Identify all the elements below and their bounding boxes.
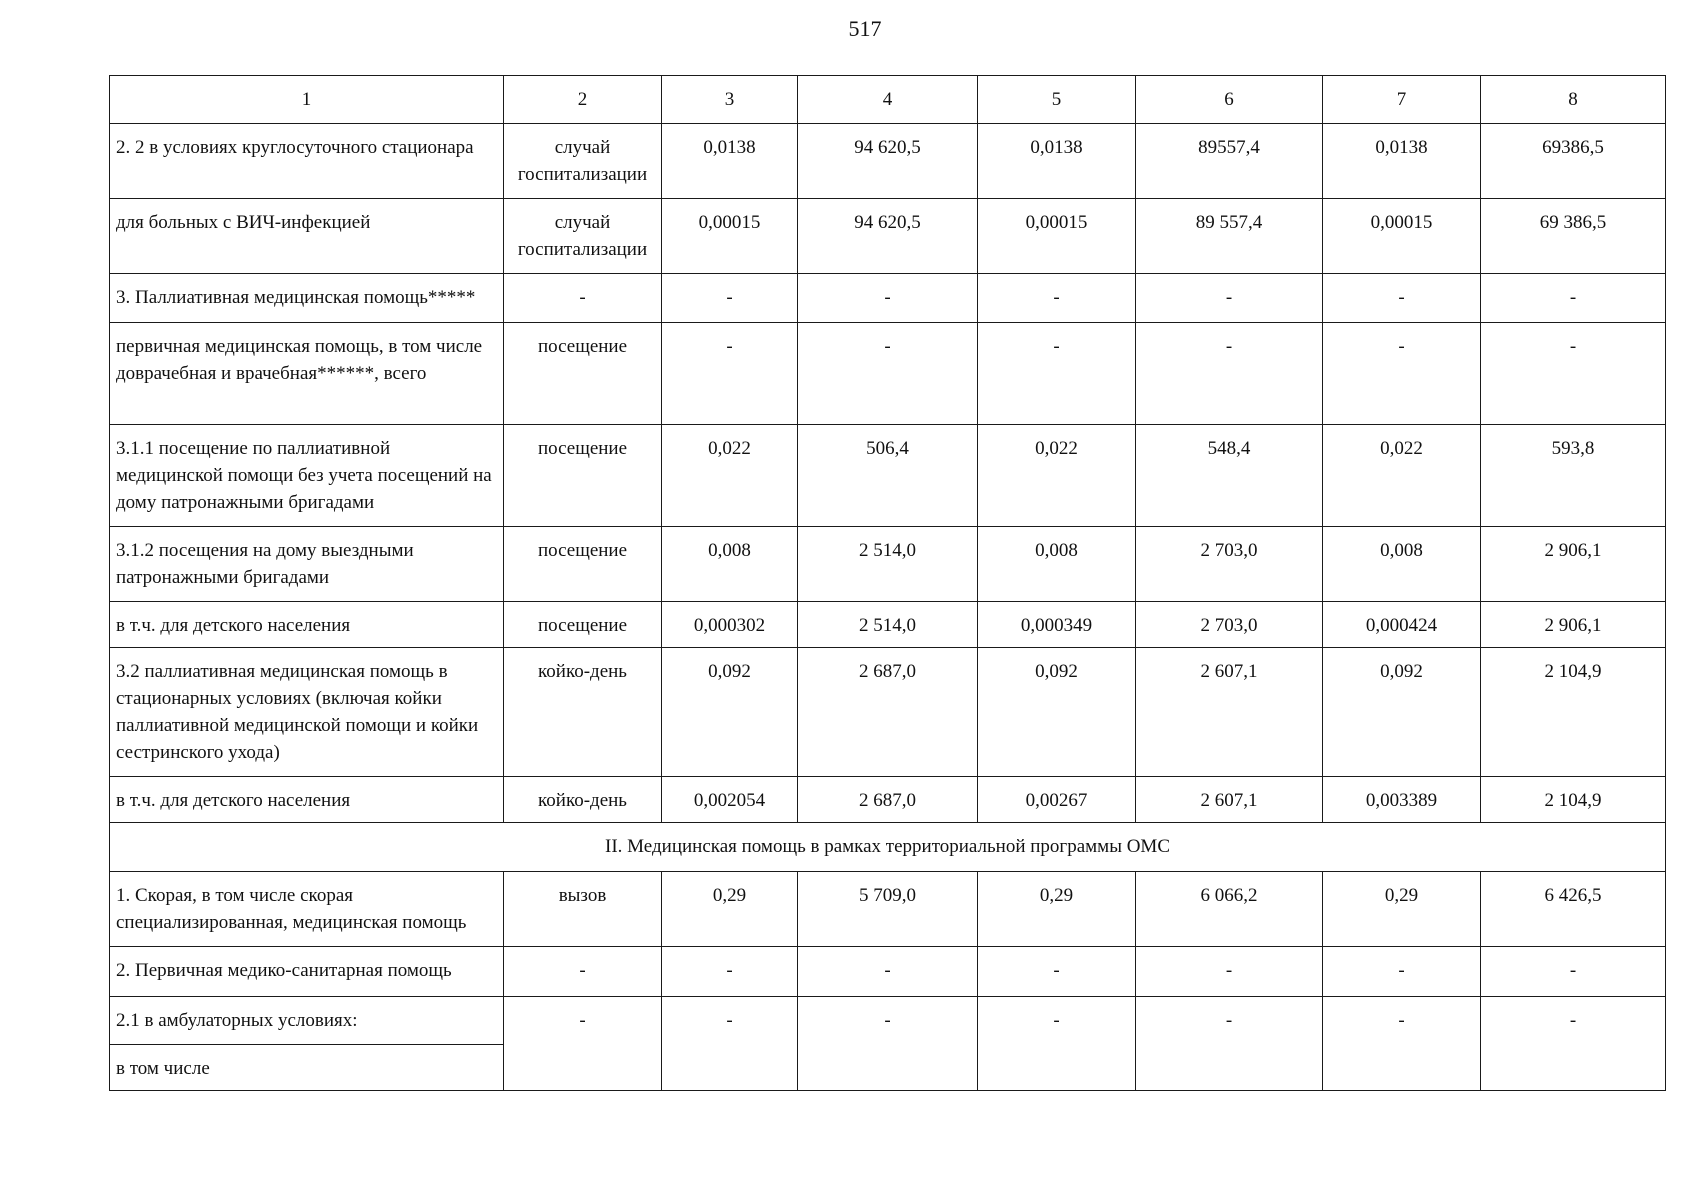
value-cell: -: [798, 947, 978, 997]
value-cell: 2 906,1: [1481, 527, 1666, 602]
value-cell: -: [798, 323, 978, 425]
value-cell: 2 514,0: [798, 527, 978, 602]
table-row: [110, 648, 1666, 777]
value-cell: -: [1136, 274, 1323, 323]
value-cell: 94 620,5: [798, 199, 978, 274]
value-cell: -: [1481, 947, 1666, 997]
table-body: [110, 76, 1666, 1091]
unit-cell: случай госпитализации: [504, 199, 662, 274]
value-cell: -: [798, 274, 978, 323]
value-cell: -: [1323, 997, 1481, 1091]
value-cell: 593,8: [1481, 425, 1666, 527]
value-cell: -: [1136, 947, 1323, 997]
value-cell: -: [1481, 323, 1666, 425]
section-title: II. Медицинская помощь в рамках территориальной программы ОМС: [110, 823, 1666, 872]
value-cell: -: [798, 997, 978, 1091]
header-cell: 1: [110, 76, 504, 124]
value-cell: 0,00267: [978, 777, 1136, 823]
value-cell: -: [1323, 947, 1481, 997]
value-cell: 0,003389: [1323, 777, 1481, 823]
value-cell: 0,092: [1323, 648, 1481, 777]
row-label: 2. Первичная медико-санитарная помощь: [110, 947, 504, 997]
value-cell: 94 620,5: [798, 124, 978, 199]
value-cell: 89 557,4: [1136, 199, 1323, 274]
value-cell: 69386,5: [1481, 124, 1666, 199]
value-cell: 0,00015: [662, 199, 798, 274]
row-label: для больных с ВИЧ-инфекцией: [110, 199, 504, 274]
page-number: 517: [848, 16, 882, 41]
table-row: [110, 124, 1666, 199]
value-cell: 0,00015: [1323, 199, 1481, 274]
header-cell: 6: [1136, 76, 1323, 124]
document-table: [109, 75, 1666, 1091]
value-cell: 0,000349: [978, 602, 1136, 648]
header-cell: 4: [798, 76, 978, 124]
value-cell: 2 514,0: [798, 602, 978, 648]
row-label: в т.ч. для детского населения: [110, 777, 504, 823]
table-row: [110, 425, 1666, 527]
row-label: в т.ч. для детского населения: [110, 602, 504, 648]
unit-cell: вызов: [504, 872, 662, 947]
table-row: [110, 527, 1666, 602]
row-label: 3.1.2 посещения на дому выездными патронажными бригадами: [110, 527, 504, 602]
value-cell: 0,29: [978, 872, 1136, 947]
value-cell: 89557,4: [1136, 124, 1323, 199]
value-cell: 69 386,5: [1481, 199, 1666, 274]
value-cell: 2 607,1: [1136, 648, 1323, 777]
row-label: 3. Паллиативная медицинская помощь*****: [110, 274, 504, 323]
table-row: [110, 997, 1666, 1045]
row-label: в том числе: [110, 1045, 504, 1091]
header-cell: 5: [978, 76, 1136, 124]
value-cell: -: [662, 274, 798, 323]
value-cell: 0,008: [662, 527, 798, 602]
row-label: 2. 2 в условиях круглосуточного стационара: [110, 124, 504, 199]
value-cell: 0,000302: [662, 602, 798, 648]
value-cell: 5 709,0: [798, 872, 978, 947]
value-cell: 0,0138: [1323, 124, 1481, 199]
value-cell: -: [662, 947, 798, 997]
value-cell: 0,000424: [1323, 602, 1481, 648]
table-row: [110, 323, 1666, 425]
value-cell: 0,092: [978, 648, 1136, 777]
value-cell: -: [1323, 323, 1481, 425]
value-cell: 2 703,0: [1136, 602, 1323, 648]
row-label: 1. Скорая, в том числе скорая специализированная, медицинская помощь: [110, 872, 504, 947]
unit-cell: посещение: [504, 602, 662, 648]
table-row: [110, 602, 1666, 648]
section-row: [110, 823, 1666, 872]
table-row: [110, 777, 1666, 823]
value-cell: 2 687,0: [798, 777, 978, 823]
header-row: [110, 76, 1666, 124]
unit-cell: посещение: [504, 323, 662, 425]
header-cell: 7: [1323, 76, 1481, 124]
value-cell: 0,022: [1323, 425, 1481, 527]
value-cell: 2 703,0: [1136, 527, 1323, 602]
value-cell: -: [978, 274, 1136, 323]
value-cell: 0,008: [1323, 527, 1481, 602]
unit-cell: -: [504, 274, 662, 323]
row-label: 3.1.1 посещение по паллиативной медицинской помощи без учета посещений на дому патронажными бригадами: [110, 425, 504, 527]
value-cell: -: [1323, 274, 1481, 323]
value-cell: -: [662, 997, 798, 1091]
value-cell: 506,4: [798, 425, 978, 527]
value-cell: 2 906,1: [1481, 602, 1666, 648]
value-cell: -: [1481, 997, 1666, 1091]
value-cell: 0,29: [662, 872, 798, 947]
value-cell: -: [978, 997, 1136, 1091]
row-label: 3.2 паллиативная медицинская помощь в стационарных условиях (включая койки паллиативной медицинской помощи и койки сестринского ухода): [110, 648, 504, 777]
unit-cell: -: [504, 997, 662, 1091]
unit-cell: -: [504, 947, 662, 997]
row-label: 2.1 в амбулаторных условиях:: [110, 997, 504, 1045]
header-cell: 3: [662, 76, 798, 124]
value-cell: -: [1481, 274, 1666, 323]
table-row: [110, 274, 1666, 323]
value-cell: 0,022: [662, 425, 798, 527]
value-cell: 6 426,5: [1481, 872, 1666, 947]
value-cell: 6 066,2: [1136, 872, 1323, 947]
value-cell: 0,002054: [662, 777, 798, 823]
value-cell: -: [1136, 323, 1323, 425]
unit-cell: посещение: [504, 527, 662, 602]
value-cell: -: [1136, 997, 1323, 1091]
value-cell: 0,29: [1323, 872, 1481, 947]
value-cell: 0,00015: [978, 199, 1136, 274]
unit-cell: койко-день: [504, 648, 662, 777]
value-cell: 0,0138: [662, 124, 798, 199]
value-cell: 2 607,1: [1136, 777, 1323, 823]
value-cell: 2 104,9: [1481, 648, 1666, 777]
value-cell: 0,092: [662, 648, 798, 777]
header-cell: 8: [1481, 76, 1666, 124]
table-row: [110, 947, 1666, 997]
value-cell: 0,008: [978, 527, 1136, 602]
value-cell: 548,4: [1136, 425, 1323, 527]
value-cell: 2 687,0: [798, 648, 978, 777]
unit-cell: койко-день: [504, 777, 662, 823]
value-cell: -: [978, 947, 1136, 997]
unit-cell: посещение: [504, 425, 662, 527]
row-label: первичная медицинская помощь, в том числе доврачебная и врачебная******, всего: [110, 323, 504, 425]
value-cell: -: [662, 323, 798, 425]
value-cell: 0,0138: [978, 124, 1136, 199]
table-row: [110, 872, 1666, 947]
value-cell: 0,022: [978, 425, 1136, 527]
unit-cell: случай госпитализации: [504, 124, 662, 199]
table-row: [110, 199, 1666, 274]
header-cell: 2: [504, 76, 662, 124]
value-cell: -: [978, 323, 1136, 425]
value-cell: 2 104,9: [1481, 777, 1666, 823]
